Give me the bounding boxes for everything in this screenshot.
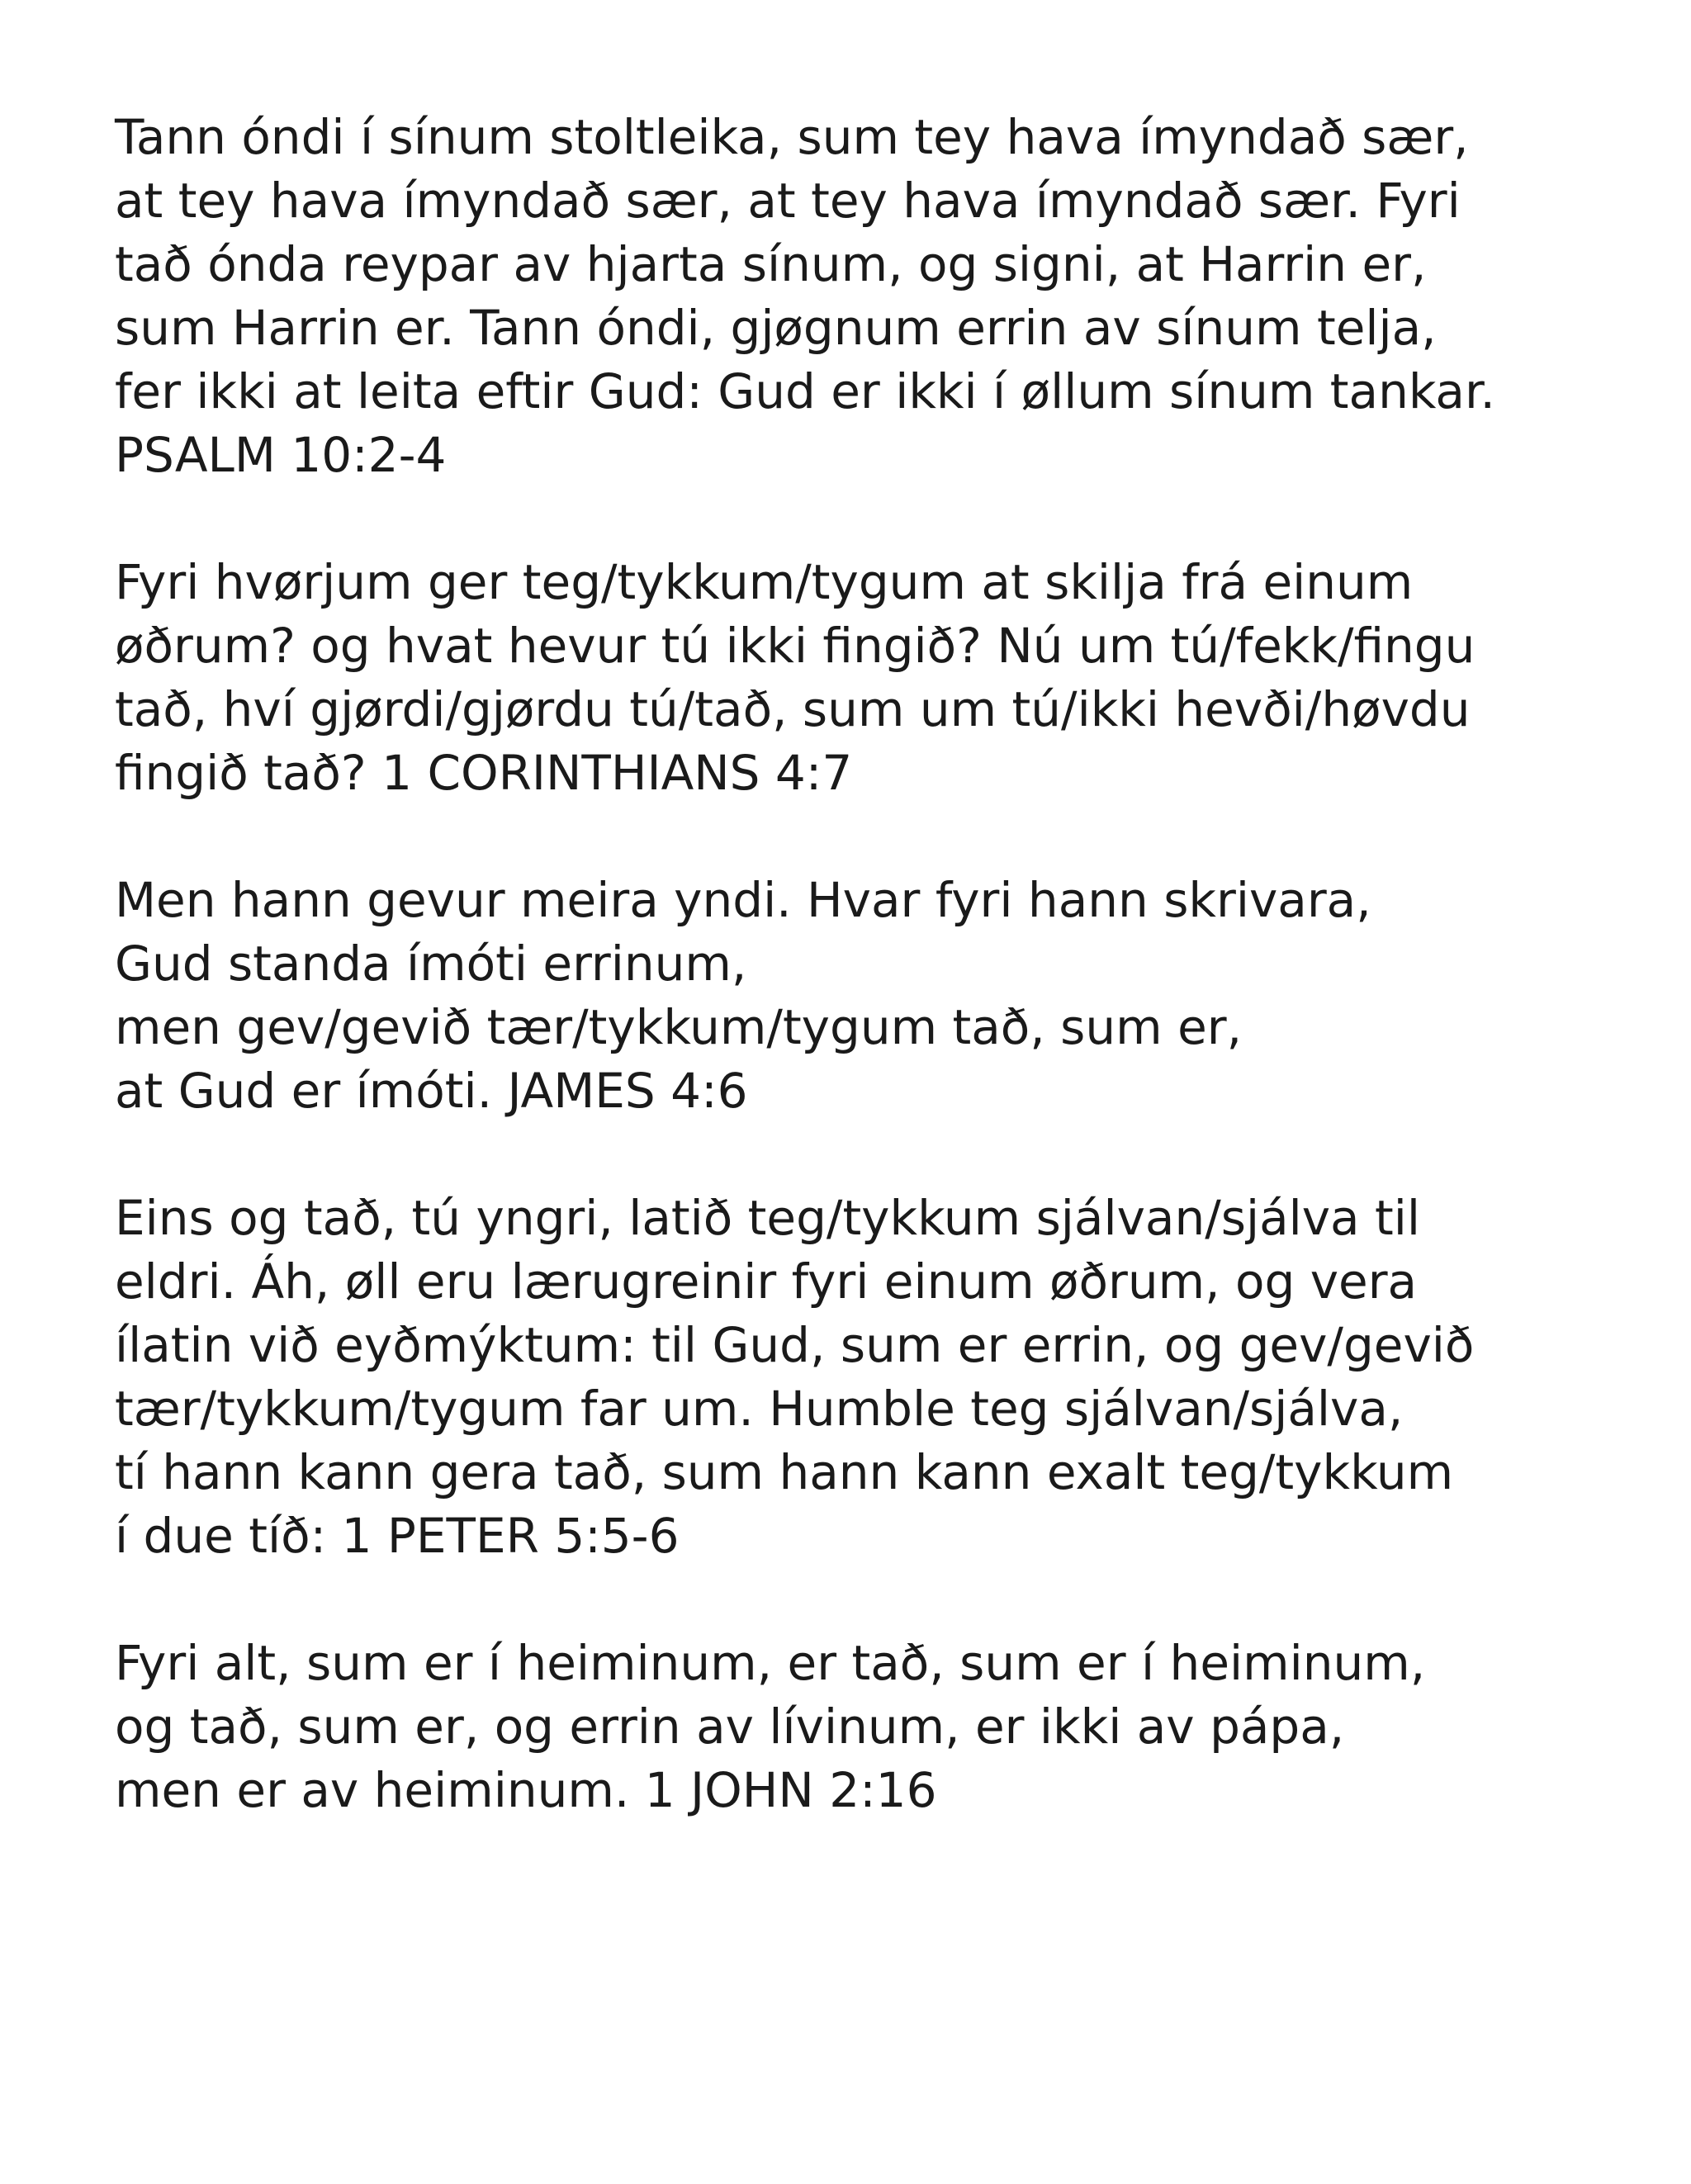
document-body <box>115 106 1651 1886</box>
text-line: tað ónda reypar av hjarta sínum, og signi, at Harrin er, <box>115 236 1427 292</box>
text-line: tær/tykkum/tygum far um. Humble teg sjálvan/sjálva, <box>115 1381 1404 1437</box>
text-line: tað, hví gjørdi/gjørdu tú/tað, sum um tú/ikki hevði/høvdu <box>115 681 1471 737</box>
text-line: tí hann kann gera tað, sum hann kann exalt teg/tykkum <box>115 1444 1454 1500</box>
text-line: Tann óndi í sínum stoltleika, sum tey hava ímyndað sær, <box>115 109 1469 165</box>
text-line: men er av heiminum. 1 JOHN 2:16 <box>115 1762 937 1818</box>
text-line: at Gud er ímóti. JAMES 4:6 <box>115 1063 748 1119</box>
text-line: eldri. Áh, øll eru lærugreinir fyri einum øðrum, og vera <box>115 1253 1418 1310</box>
text-line: Fyri hvørjum ger teg/tykkum/tygum at skilja frá einum <box>115 554 1414 610</box>
text-line: fer ikki at leita eftir Gud: Gud er ikki í øllum sínum tankar. <box>115 363 1495 419</box>
text-line: og tað, sum er, og errin av lívinum, er ikki av pápa, <box>115 1698 1345 1755</box>
passage-psalm <box>115 106 1651 487</box>
text-line: fingið tað? 1 CORINTHIANS 4:7 <box>115 745 853 801</box>
text-line: Eins og tað, tú yngri, latið teg/tykkum sjálvan/sjálva til <box>115 1190 1421 1246</box>
text-line: øðrum? og hvat hevur tú ikki fingið? Nú um tú/fekk/fingu <box>115 618 1475 674</box>
passage-john <box>115 1632 1651 1822</box>
text-line: Men hann gevur meira yndi. Hvar fyri hann skrivara, <box>115 872 1371 928</box>
text-line: í due tíð: 1 PETER 5:5-6 <box>115 1508 680 1564</box>
passage-peter <box>115 1187 1651 1568</box>
text-line: sum Harrin er. Tann óndi, gjøgnum errin av sínum telja, <box>115 300 1437 356</box>
text-line: men gev/gevið tær/tykkum/tygum tað, sum er, <box>115 999 1243 1055</box>
text-line: ílatin við eyðmýktum: til Gud, sum er errin, og gev/gevið <box>115 1317 1475 1373</box>
text-line: Gud standa ímóti errinum, <box>115 936 747 992</box>
text-line: Fyri alt, sum er í heiminum, er tað, sum er í heiminum, <box>115 1635 1426 1691</box>
passage-corinthians <box>115 551 1651 805</box>
scripture-reference: PSALM 10:2-4 <box>115 427 447 483</box>
text-line: at tey hava ímyndað sær, at tey hava ímyndað sær. Fyri <box>115 173 1461 229</box>
passage-james <box>115 869 1651 1123</box>
